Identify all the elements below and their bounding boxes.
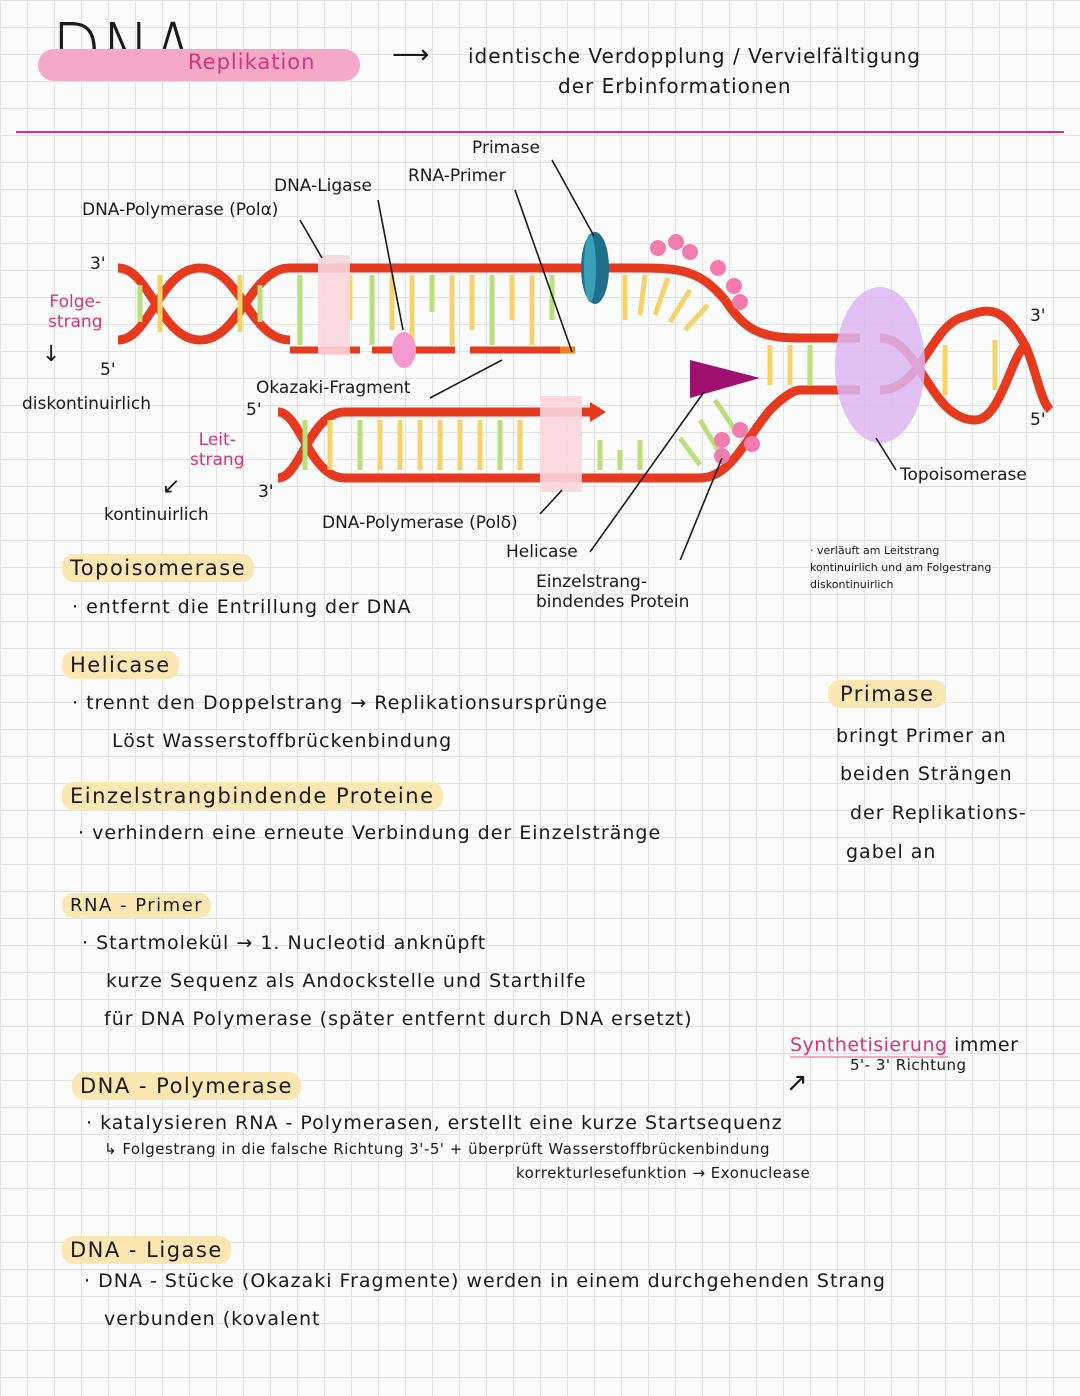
- rna-primer-line-2: kurze Sequenz als Andockstelle und Starthilfe: [106, 970, 587, 992]
- ssb-line-1: · verhindern eine erneute Verbindung der Einzelstränge: [78, 822, 662, 844]
- label-okazaki: Okazaki-Fragment: [256, 378, 411, 398]
- helicase-shape: [690, 360, 760, 398]
- label-folgestrang: Folge- strang: [48, 292, 103, 332]
- rna-primer-line-1: · Startmolekül → 1. Nucleotid anknüpft: [82, 932, 487, 954]
- label-diskontinuierlich: diskontinuirlich: [22, 394, 152, 414]
- primase-line-1: bringt Primer an: [836, 725, 1007, 747]
- synth-note: [790, 1034, 1018, 1056]
- ligase-shape: [392, 332, 416, 368]
- label-kontinuierlich: kontinuirlich: [104, 505, 209, 525]
- rna-primer-line-3: für DNA Polymerase (später entfernt durch DNA ersetzt): [104, 1008, 693, 1030]
- synth-line-2: 5'- 3' Richtung: [850, 1056, 967, 1074]
- primase-line-4: gabel an: [846, 841, 937, 863]
- label-helicase: Helicase: [506, 542, 578, 562]
- heading-dna-ligase: DNA - Ligase: [62, 1236, 231, 1264]
- ligase-line-1: · DNA - Stücke (Okazaki Fragmente) werden in einem durchgehenden Strang: [84, 1270, 886, 1292]
- pointer-lines: [300, 160, 896, 560]
- ligase-line-2: verbunden (kovalent: [104, 1308, 321, 1330]
- arrow-down-icon: ↓: [42, 342, 61, 367]
- heading-primase: Primase: [828, 680, 946, 708]
- definition-line-2: der Erbinformationen: [558, 74, 792, 98]
- polymerase-alpha-shape: [318, 255, 350, 355]
- primase-line-3: der Replikations-: [850, 802, 1027, 824]
- synth-rest: immer: [947, 1034, 1019, 1056]
- dna-poly-line-3: korrekturlesefunktion → Exonuclease: [516, 1164, 811, 1182]
- label-rna-primer: RNA-Primer: [408, 166, 506, 186]
- label-dna-ligase: DNA-Ligase: [274, 176, 372, 196]
- synth-keyword: Synthetisierung: [790, 1034, 948, 1056]
- heading-ssb: Einzelstrangbindende Proteine: [62, 782, 443, 810]
- label-dna-polymerase-alpha: DNA-Polymerase (Polα): [82, 200, 279, 220]
- label-5prime-right: 5': [1030, 410, 1046, 430]
- label-5prime-left: 5': [100, 360, 116, 380]
- heading-rna-primer: RNA - Primer: [62, 893, 211, 918]
- topoisomerase-shape: [835, 287, 925, 443]
- label-3prime-top: 3': [90, 254, 106, 274]
- dna-poly-line-2: ↳ Folgestrang in die falsche Richtung 3'-5' + überprüft Wasserstoffbrückenbindung: [104, 1140, 770, 1158]
- definition-line-1: identische Verdopplung / Vervielfältigung: [468, 44, 921, 68]
- heading-helicase: Helicase: [62, 651, 179, 679]
- heading-dna-polymerase: DNA - Polymerase: [72, 1072, 301, 1100]
- polymerase-delta-shape: [540, 396, 582, 492]
- label-primase: Primase: [472, 138, 540, 158]
- lagging-strand: [118, 268, 800, 350]
- helicase-line-2: Löst Wasserstoffbrückenbindung: [112, 730, 453, 752]
- label-ssb: Einzelstrang- bindendes Protein: [536, 572, 690, 612]
- primase-line-2: beiden Strängen: [840, 763, 1013, 785]
- arrow-up-right-icon: ↗: [786, 1068, 808, 1098]
- helicase-line-1: · trennt den Doppelstrang → Replikationsursprünge: [72, 692, 608, 714]
- subtitle: Replikation: [188, 50, 316, 74]
- label-3prime-right: 3': [1030, 306, 1046, 326]
- topo-line-1: · entfernt die Entrillung der DNA: [72, 596, 412, 618]
- heading-topoisomerase: Topoisomerase: [62, 554, 254, 582]
- label-3prime-low: 3': [258, 482, 274, 502]
- dna-poly-line-1: · katalysieren RNA - Polymerasen, erstellt eine kurze Startsequenz: [86, 1112, 783, 1134]
- side-note: · verläuft am Leitstrang kontinuirlich und am Folgestrang diskontinuirlich: [810, 544, 992, 591]
- label-topoisomerase: Topoisomerase: [900, 465, 1027, 485]
- arrow-down-left-icon: ↙: [162, 474, 181, 499]
- label-dna-polymerase-delta: DNA-Polymerase (Polδ): [322, 513, 518, 533]
- label-5prime-mid: 5': [246, 400, 262, 420]
- arrow-right-icon: ⟶: [392, 40, 430, 70]
- label-leitstrang: Leit- strang: [190, 430, 245, 470]
